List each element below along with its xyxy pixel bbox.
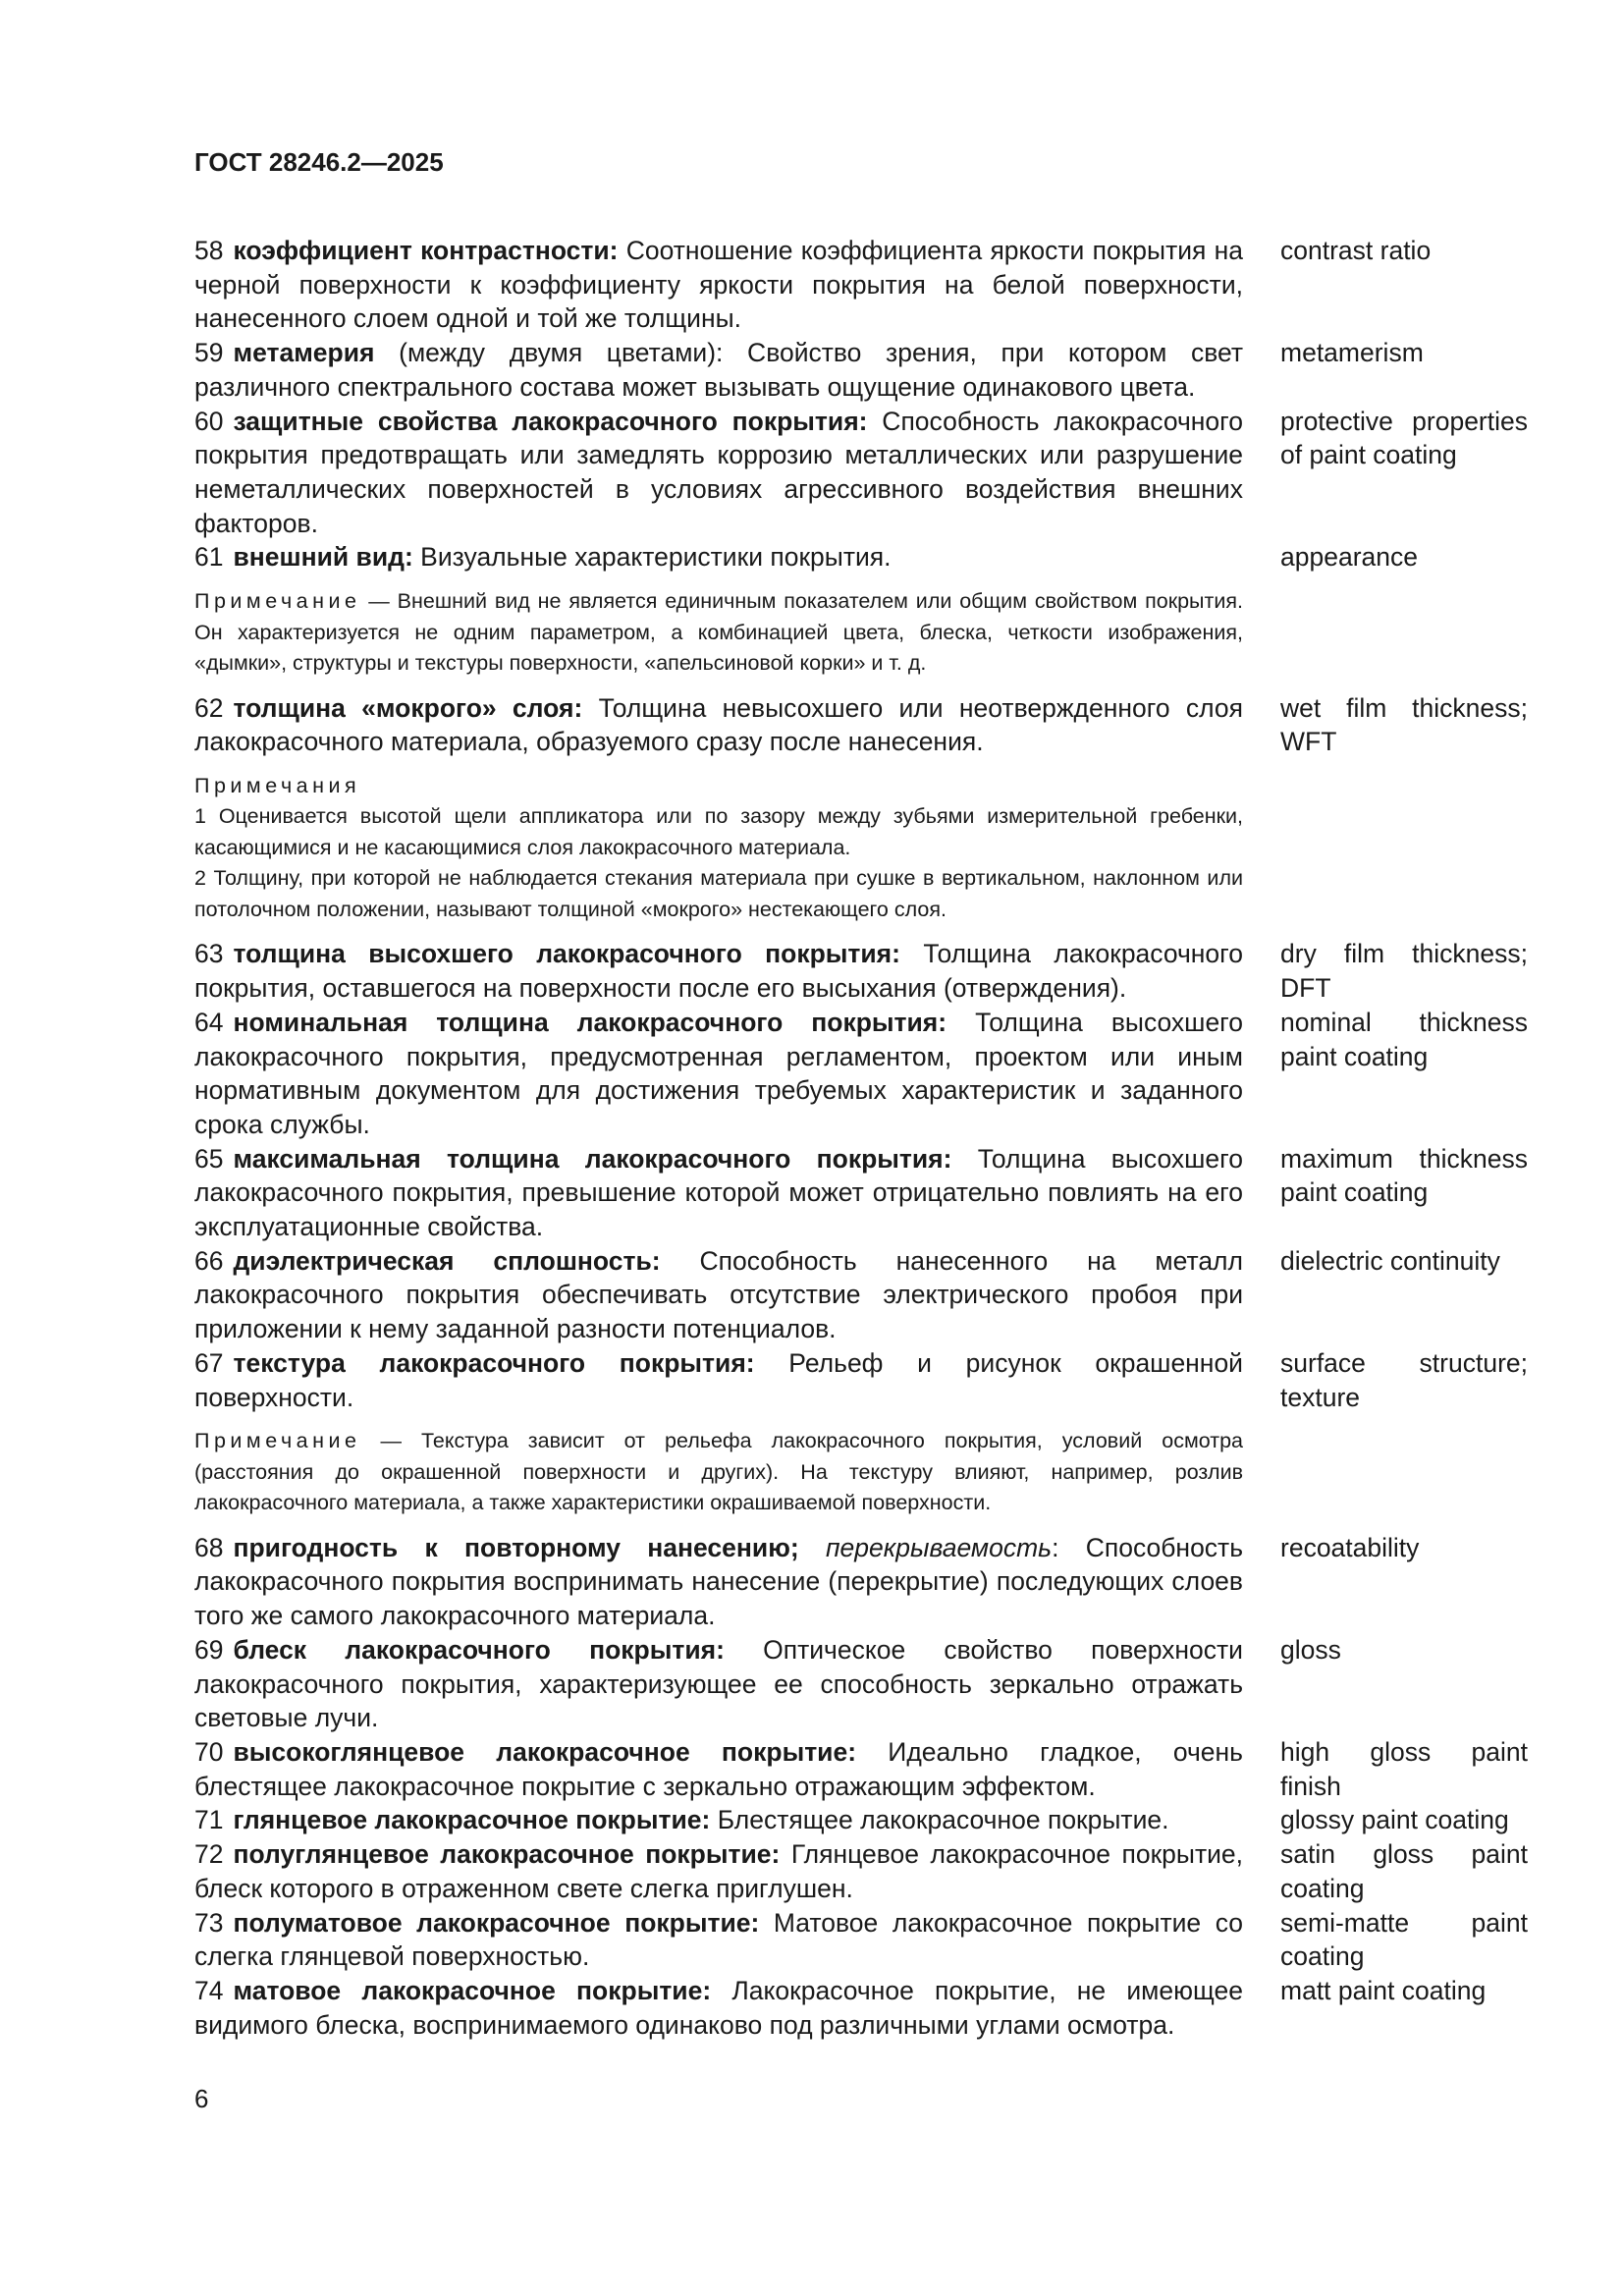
term-entry-66 [194, 1244, 1530, 1346]
term-number: 60 [194, 406, 224, 436]
term-definition [194, 1006, 1243, 1142]
term-entry-61 [194, 540, 1530, 574]
term-entry-64 [194, 1006, 1530, 1142]
term-entry-67 [194, 1346, 1530, 1414]
term-number: 62 [194, 692, 224, 723]
term-number: 59 [194, 338, 224, 368]
term-entry-71 [194, 1803, 1530, 1837]
note-item-1: 1 Оценивается высотой щели аппликатора или по зазору между зубьями измерительной гребенки, касающимися и не касающимися слоя лакокрасочного материала. [194, 804, 1243, 859]
term-text: Идеально гладкое, очень блестящее лакокрасочное покрытие с зеркально отражающим эффектом. [194, 1737, 1243, 1801]
term-entry-60 [194, 405, 1530, 541]
term-name: толщина «мокрого» слоя: [233, 692, 583, 723]
term-english: high gloss paint finish [1280, 1737, 1528, 1801]
term-text: Способность нанесенного на металл лакокрасочного покрытия обеспечивать отсутствие электрического пробоя при приложении к нему заданной разности потенциалов. [194, 1245, 1243, 1344]
term-number: 68 [194, 1532, 224, 1562]
term-entry-69 [194, 1633, 1530, 1735]
term-definition [194, 336, 1243, 404]
term-name: защитные свойства лакокрасочного покрытия: [233, 406, 868, 436]
note-text: — Внешний вид не является единичным показателем или общим свойством покрытия. Он характеризуется не одним параметром, а комбинацией цвета, блеска, четкости изображения, «дымки», структуры и текстуры поверхности, «апельсиновой корки» и т. д. [194, 589, 1243, 676]
term-number: 71 [194, 1805, 224, 1835]
term-english: nominal thickness paint coating [1280, 1007, 1528, 1071]
term-number: 58 [194, 236, 224, 265]
note-label: Примечание [194, 589, 361, 614]
term-definition [194, 234, 1243, 336]
term-number: 63 [194, 939, 224, 969]
term-name: пригодность к повторному нанесению; [233, 1532, 799, 1562]
term-definition [194, 1906, 1243, 1974]
term-name: высокоглянцевое лакокрасочное покрытие: [233, 1737, 857, 1767]
term-entry-70 [194, 1735, 1530, 1803]
term-english: glossy paint coating [1280, 1805, 1509, 1835]
note-text: — Текстура зависит от рельефа лакокрасочного покрытия, условий осмотра (расстояния до окрашенной поверхности и других). На текстуру влияют, например, розлив лакокрасочного материала, а также характеристики окрашиваемой поверхности. [194, 1429, 1243, 1515]
note-67 [194, 1426, 1243, 1519]
term-number: 70 [194, 1737, 224, 1767]
term-text: Толщина высохшего лакокрасочного покрытия, предусмотренная регламентом, проектом или иным нормативным документом для достижения требуемых характеристик и заданного срока службы. [194, 1007, 1244, 1139]
term-number: 73 [194, 1907, 224, 1938]
term-definition [194, 405, 1243, 541]
term-text: Глянцевое лакокрасочное покрытие, блеск которого в отраженном свете слегка приглушен. [194, 1839, 1243, 1903]
term-name: толщина высохшего лакокрасочного покрытия: [233, 939, 900, 969]
term-name: глянцевое лакокрасочное покрытие: [233, 1805, 711, 1835]
term-english: semi-matte paint coating [1280, 1907, 1528, 1972]
term-text: Толщина высохшего лакокрасочного покрытия, превышение которой может отрицательно повлиять на его эксплуатационные свойства. [194, 1143, 1243, 1242]
term-entry-68 [194, 1531, 1530, 1633]
term-english: dry film thickness; DFT [1280, 939, 1528, 1004]
page-number: 6 [194, 2084, 209, 2113]
term-name: полуглянцевое лакокрасочное покрытие: [233, 1839, 781, 1870]
term-entry-62 [194, 691, 1530, 759]
term-number: 61 [194, 542, 224, 573]
note-label: Примечание [194, 1429, 361, 1453]
term-definition [194, 1142, 1243, 1244]
term-english: gloss [1280, 1634, 1341, 1665]
term-name: максимальная толщина лакокрасочного покрытия: [233, 1143, 952, 1174]
term-name: диэлектрическая сплошность: [233, 1245, 661, 1276]
term-definition [194, 1346, 1243, 1414]
term-name: коэффициент контрастности: [233, 236, 619, 265]
term-english: contrast ratio [1280, 236, 1432, 265]
term-number: 64 [194, 1007, 224, 1037]
term-text: Визуальные характеристики покрытия. [412, 542, 892, 573]
term-text: Толщина лакокрасочного покрытия, оставшегося на поверхности после его высыхания (отверждения). [194, 939, 1243, 1004]
term-definition [194, 1735, 1243, 1803]
term-text: : Способность лакокрасочного покрытия воспринимать нанесение (перекрытие) последующих слоев того же самого лакокрасочного материала. [194, 1532, 1244, 1631]
term-definition [194, 1531, 1243, 1633]
term-entry-58 [194, 234, 1530, 336]
term-number: 65 [194, 1143, 224, 1174]
term-definition [194, 1244, 1243, 1346]
term-name: номинальная толщина лакокрасочного покрытия: [233, 1007, 947, 1037]
term-english: recoatability [1280, 1532, 1420, 1562]
term-number: 74 [194, 1975, 224, 2005]
note-61 [194, 586, 1243, 680]
term-text: Соотношение коэффициента яркости покрытия на черной поверхности к коэффициенту яркости покрытия на белой поверхности, нанесенного слоем одной и той же толщины. [194, 236, 1243, 334]
term-english: appearance [1280, 542, 1418, 573]
term-definition [194, 937, 1243, 1005]
term-text: Рельеф и рисунок окрашенной поверхности. [194, 1347, 1243, 1412]
term-text: Лакокрасочное покрытие, не имеющее видимого блеска, воспринимаемого одинаково под различными углами осмотра. [194, 1975, 1243, 2040]
term-english: maximum thickness paint coating [1280, 1143, 1528, 1208]
document-header: ГОСТ 28246.2—2025 [194, 147, 444, 177]
term-number: 72 [194, 1839, 224, 1870]
term-english: dielectric continuity [1280, 1245, 1500, 1276]
term-text: (между двумя цветами): Свойство зрения, при котором свет различного спектрального состава может вызывать ощущение одинакового цвета. [194, 338, 1243, 402]
term-text: Оптическое свойство поверхности лакокрасочного покрытия, характеризующее ее способность зеркально отражать световые лучи. [194, 1634, 1243, 1733]
term-entry-63 [194, 937, 1530, 1005]
term-definition [194, 1633, 1243, 1735]
note-62 [194, 771, 1243, 926]
term-name: полуматовое лакокрасочное покрытие: [233, 1907, 760, 1938]
term-english: surface structure; texture [1280, 1347, 1528, 1412]
term-english: matt paint coating [1280, 1975, 1487, 2005]
term-definition [194, 1974, 1243, 2042]
term-number: 67 [194, 1347, 224, 1378]
term-definition [194, 691, 1243, 759]
term-entry-72 [194, 1837, 1530, 1905]
term-entry-73 [194, 1906, 1530, 1974]
term-definition [194, 1837, 1243, 1905]
term-name: текстура лакокрасочного покрытия: [233, 1347, 755, 1378]
term-synonym: перекрываемость [798, 1532, 1053, 1562]
note-item-2: 2 Толщину, при которой не наблюдается стекания материала при сушке в вертикальном, наклонном или потолочном положении, называют толщиной «мокрого» нестекающего слоя. [194, 866, 1243, 921]
term-entries [194, 234, 1530, 2042]
term-english: metamerism [1280, 338, 1424, 368]
term-english: satin gloss paint coating [1280, 1839, 1528, 1903]
term-number: 69 [194, 1634, 224, 1665]
term-entry-59 [194, 336, 1530, 404]
term-text: Матовое лакокрасочное покрытие со слегка глянцевой поверхностью. [194, 1907, 1244, 1972]
term-name: матовое лакокрасочное покрытие: [233, 1975, 712, 2005]
term-text: Толщина невысохшего или неотвержденного слоя лакокрасочного материала, образуемого сразу после нанесения. [194, 692, 1243, 757]
term-name: внешний вид: [233, 542, 413, 573]
term-name: метамерия [233, 338, 375, 368]
term-text: Блестящее лакокрасочное покрытие. [710, 1805, 1169, 1835]
term-text: Способность лакокрасочного покрытия предотвращать или замедлять коррозию металлических или разрушение неметаллических поверхностей в условиях агрессивного воздействия внешних факторов. [194, 406, 1243, 538]
term-english: protective properties of paint coating [1280, 406, 1528, 470]
term-definition [194, 1803, 1243, 1837]
term-number: 66 [194, 1245, 224, 1276]
term-english: wet film thickness; WFT [1280, 692, 1528, 757]
term-name: блеск лакокрасочного покрытия: [233, 1634, 725, 1665]
term-entry-74 [194, 1974, 1530, 2042]
note-label: Примечания [194, 773, 361, 797]
term-entry-65 [194, 1142, 1530, 1244]
term-definition [194, 540, 1243, 574]
